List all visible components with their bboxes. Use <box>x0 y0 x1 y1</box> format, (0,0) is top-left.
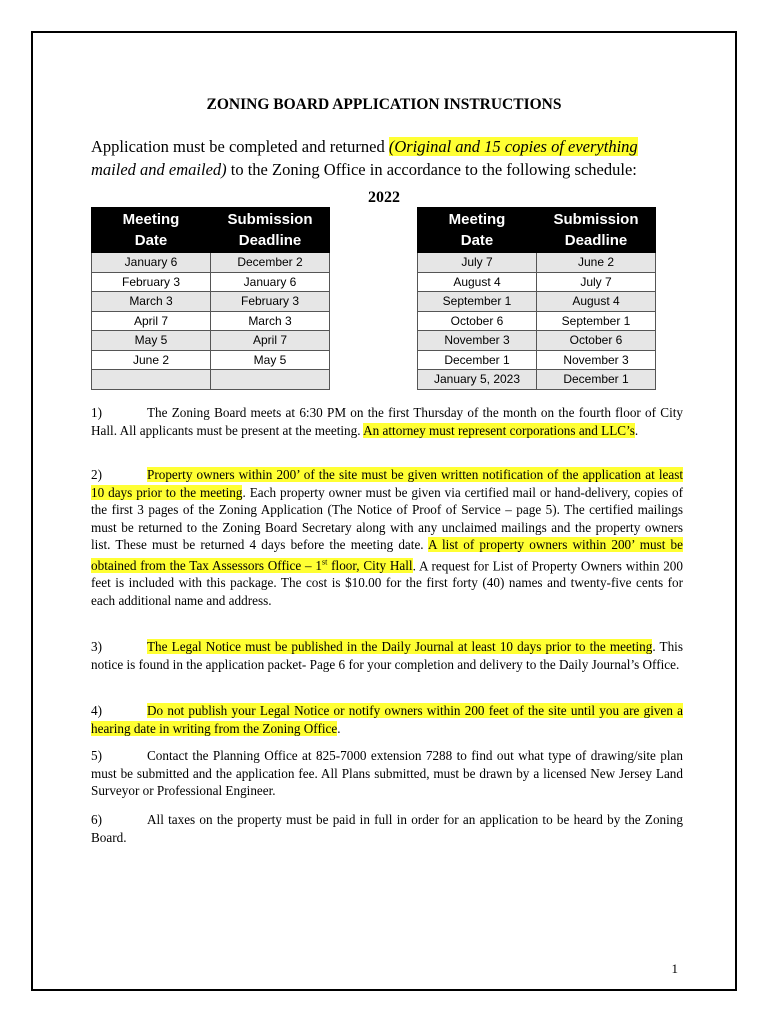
submission-deadline: June 2 <box>537 253 656 273</box>
table-row <box>418 272 656 292</box>
instruction-1 <box>91 404 683 439</box>
instruction-number: 3) <box>91 639 102 654</box>
meeting-date: January 5, 2023 <box>418 370 537 390</box>
table-row <box>92 272 330 292</box>
submission-deadline: August 4 <box>537 292 656 312</box>
table-row <box>92 350 330 370</box>
instruction-highlight: The Legal Notice must be published in the Daily Journal at least 10 days prior to the meeting <box>147 639 653 654</box>
table-row <box>418 253 656 273</box>
meeting-date: June 2 <box>92 350 211 370</box>
meeting-date: November 3 <box>418 331 537 351</box>
header-meeting-date: Meeting Date <box>92 208 211 253</box>
document-title: ZONING BOARD APPLICATION INSTRUCTIONS <box>206 96 562 113</box>
intro-text: Application must be completed and returned <box>91 137 389 156</box>
meeting-date: February 3 <box>92 272 211 292</box>
submission-deadline: December 1 <box>537 370 656 390</box>
meeting-date: October 6 <box>418 311 537 331</box>
instruction-number: 5) <box>91 748 102 763</box>
submission-deadline: February 3 <box>211 292 330 312</box>
instruction-text: The Zoning Board meets at 6:30 PM on the first Thursday of the month on the fourth floor of City Hall. All applicants must be present at the meeting. <box>91 405 683 438</box>
submission-deadline: October 6 <box>537 331 656 351</box>
instruction-4 <box>91 702 683 737</box>
instruction-6 <box>91 811 683 846</box>
table-row <box>92 331 330 351</box>
header-meeting-date: Meeting Date <box>418 208 537 253</box>
instruction-text: . A request for List of Property Owners within 200 feet is included with this package. The cost is $10.00 for the first forty (40) names and twenty-five cents for each additional name and address. <box>91 557 683 608</box>
meeting-date: August 4 <box>418 272 537 292</box>
table-row <box>92 370 330 390</box>
instruction-text: All taxes on the property must be paid in full in order for an application to be heard by the Zoning Board. <box>91 812 683 845</box>
schedule-year: 2022 <box>368 189 400 206</box>
instruction-end: . <box>634 422 639 438</box>
instruction-highlight: Property owners within 200’ of the site must be given written notification of the application at least 10 days prior to the meeting <box>91 467 683 500</box>
meeting-date: March 3 <box>92 292 211 312</box>
table-row <box>418 292 656 312</box>
submission-deadline: March 3 <box>211 311 330 331</box>
meeting-date: April 7 <box>92 311 211 331</box>
page-number: 1 <box>671 961 678 976</box>
instruction-number: 4) <box>91 703 102 718</box>
intro-paragraph <box>91 135 683 181</box>
table-row <box>92 253 330 273</box>
header-submission-deadline: Submission Deadline <box>211 208 330 253</box>
submission-deadline: September 1 <box>537 311 656 331</box>
instruction-3 <box>91 638 683 673</box>
meeting-date <box>92 370 211 390</box>
schedule-table-right <box>417 207 656 390</box>
document-page <box>31 31 737 991</box>
submission-deadline: May 5 <box>211 350 330 370</box>
submission-deadline: July 7 <box>537 272 656 292</box>
meeting-date: January 6 <box>92 253 211 273</box>
instruction-2 <box>91 466 683 609</box>
instruction-highlight: An attorney must represent corporations and LLC’s <box>363 422 635 438</box>
meeting-date: December 1 <box>418 350 537 370</box>
submission-deadline <box>211 370 330 390</box>
instruction-text: . This notice is found in the application packet- Page 6 for your completion and delivery to the Daily Journal’s Office. <box>91 639 683 672</box>
instruction-number: 6) <box>91 812 102 827</box>
instruction-text: Contact the Planning Office at 825-7000 extension 7288 to find out what type of drawing/site plan must be submitted and the application fee. All Plans submitted, must be drawn by a licensed New Jersey Land Surveyor or Professional Engineer. <box>91 748 683 798</box>
meeting-date: May 5 <box>92 331 211 351</box>
submission-deadline: April 7 <box>211 331 330 351</box>
table-row <box>418 311 656 331</box>
meeting-date: September 1 <box>418 292 537 312</box>
submission-deadline: December 2 <box>211 253 330 273</box>
instruction-text: . Each property owner must be given via certified mail or hand-delivery, copies of the first 3 pages of the Zoning Application (The Notice of Proof of Service – page 5). The certified mailings must be returned to the Zoning Board Secretary along with any unclaimed mailings and the property owners list. These must be returned 4 days before the meeting date. <box>91 484 684 552</box>
table-row <box>92 311 330 331</box>
instruction-highlight: Do not publish your Legal Notice or notify owners within 200 feet of the site until you are given a hearing date in writing from the Zoning Office <box>91 703 683 736</box>
instruction-highlight: A list of property owners within 200’ must be obtained from the Tax Assessors Office – 1st floor, City Hall <box>91 537 683 573</box>
table-row <box>418 350 656 370</box>
table-row <box>418 331 656 351</box>
instruction-end: . <box>337 720 341 736</box>
table-row <box>92 292 330 312</box>
instruction-5 <box>91 747 683 800</box>
instruction-number: 2) <box>91 467 102 482</box>
instruction-number: 1) <box>91 405 102 420</box>
schedule-table-left <box>91 207 330 390</box>
intro-highlight-text: (Original and 15 copies of everything <box>388 137 638 156</box>
intro-italic-text: mailed and emailed) <box>91 160 227 179</box>
intro-highlight <box>389 137 638 156</box>
meeting-date: July 7 <box>418 253 537 273</box>
submission-deadline: November 3 <box>537 350 656 370</box>
table-row <box>418 370 656 390</box>
header-submission-deadline: Submission Deadline <box>537 208 656 253</box>
intro-after-text: to the Zoning Office in accordance to the following schedule: <box>226 160 637 179</box>
submission-deadline: January 6 <box>211 272 330 292</box>
